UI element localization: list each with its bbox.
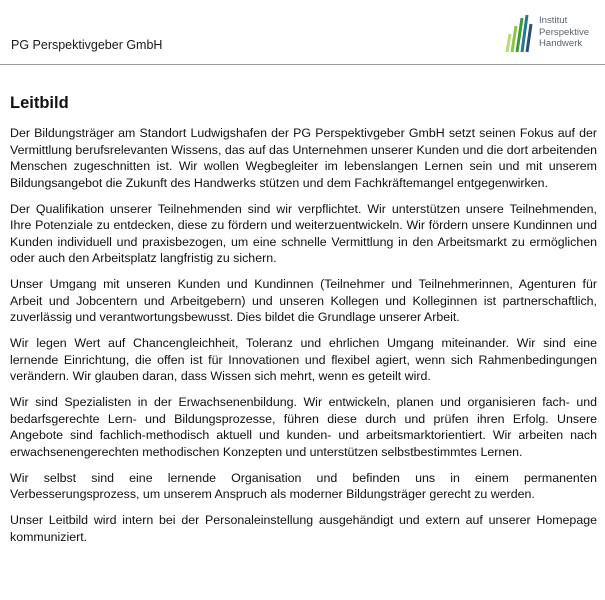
company-name: PG Perspektivgeber GmbH — [11, 38, 163, 52]
paragraph: Wir legen Wert auf Chancengleichheit, Toleranz und ehrlichen Umgang miteinander. Wir sind eine lernende Einrichtung, die offen ist für Innovationen und flexibel agiert, wenn sich Rahmenbedingungen verändern. Wir glauben daran, dass Wissen sich mehrt, wenn es geteilt wird. — [10, 336, 597, 383]
paragraph: Unser Umgang mit unseren Kunden und Kundinnen (Teilnehmer und Teilnehmerinnen, Agenturen für Arbeit und Jobcentern und Arbeitgebern) und unseren Kollegen und Kolleginnen ist partnerschaftlich, zuverlässig und verantwortungsbewusst. Dies bildet die Grundlage unserer Arbeit. — [10, 277, 597, 324]
document-body — [10, 125, 597, 555]
logo-stripe — [512, 26, 516, 52]
paragraph: Unser Leitbild wird intern bei der Personaleinstellung ausgehändigt und extern auf unserer Homepage kommuniziert. — [10, 513, 597, 544]
logo-stripes-icon — [503, 12, 537, 56]
logo-line: Institut — [539, 15, 568, 26]
logo-stripe — [507, 34, 510, 52]
paragraph: Der Bildungsträger am Standort Ludwigshafen der PG Perspektivgeber GmbH setzt seinen Fokus auf der Vermittlung berufsrelevanten Wissens, das auf das Unternehmen unserer Kunden und die dort arbeitenden Menschen zugeschnitten ist. Wir wollen Wegbegleiter im lebenslangen Lernen sein und mit unserem Bildungsangebot die Zukunft des Handwerks stützen und dem Fachkräftemangel entgegenwirken. — [10, 126, 597, 190]
paragraph: Wir sind Spezialisten in der Erwachsenenbildung. Wir entwickeln, planen und organisieren fach- und bedarfsgerechte Lern- und Bildungsprozesse, führen diese durch und prüfen ihren Erfolg. Unsere Angebote sind fachlich-methodisch aktuell und kunden- und arbeitsmarktorientiert. Wir arbeiten nach erwachsenengerechten methodischen Konzepten und unterstützen selbstbestimmtes Lernen. — [10, 395, 597, 459]
header-divider — [0, 64, 605, 65]
logo-stripe — [527, 24, 531, 52]
document-header — [0, 0, 605, 64]
institut-logo — [503, 12, 605, 56]
logo-text — [539, 15, 589, 50]
paragraph: Der Qualifikation unserer Teilnehmenden sind wir verpflichtet. Wir unterstützen unsere Teilnehmenden, Ihre Potenziale zu entdecken, diese zu fördern und weiterzuentwickeln. Wir fördern unsere Kundinnen und Kunden individuell und praxisbezogen, um eine schnelle Vermittlung in den Arbeitsmarkt zu ermöglichen oder auch den Arbeitsplatz langfristig zu sichern. — [10, 201, 597, 265]
page-title: Leitbild — [10, 94, 69, 112]
paragraph: Wir selbst sind eine lernende Organisation und befinden uns in einem permanenten Verbesserungsprozess, um unserem Anspruch als moderner Bildungsträger gerecht zu werden. — [10, 470, 597, 501]
logo-line: Perspektive — [539, 26, 590, 38]
logo-line: Handwerk — [539, 38, 583, 49]
